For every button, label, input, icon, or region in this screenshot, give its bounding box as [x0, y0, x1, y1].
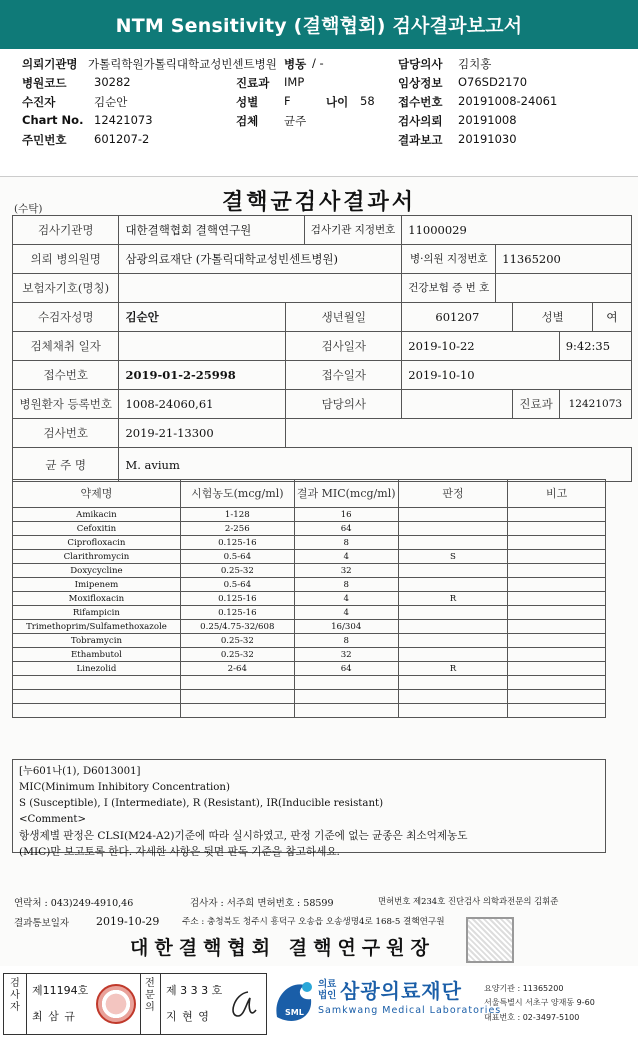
drug-sensitivity-table	[12, 479, 606, 718]
requested-label: 검사의뢰	[398, 114, 443, 128]
test-range-cell: 0.5-64	[180, 578, 294, 592]
test-no-label: 검사번호	[13, 419, 119, 448]
footer-contact-row	[14, 895, 624, 909]
patient-value: 김순안	[94, 95, 128, 109]
tester-name: 최 삼 규	[32, 1010, 76, 1023]
consignment-tag: (수탁)	[14, 203, 43, 215]
remark-cell	[508, 648, 606, 662]
test-range-cell: 0.25-32	[180, 564, 294, 578]
note-line: [누601나(1), D6013001]	[19, 766, 141, 777]
mic-result-cell	[294, 704, 398, 718]
registration-value: 1008-24060,61	[119, 390, 286, 419]
drug-name-cell: Clarithromycin	[13, 550, 181, 564]
signature-icon	[226, 988, 262, 1022]
test-range-cell: 0.125-16	[180, 592, 294, 606]
physician-value: 김치홍	[458, 57, 492, 71]
tester-vertical-label: 검사자	[10, 978, 20, 1013]
remark-cell	[508, 508, 606, 522]
svg-text:SML: SML	[285, 1008, 304, 1017]
sheet-title: 결핵균검사결과서	[221, 189, 417, 215]
health-id-value	[496, 274, 632, 303]
test-range-cell: 0.25/4.75-32/608	[180, 620, 294, 634]
interpretation-cell	[398, 634, 508, 648]
brand-prefix: 의료법인	[318, 979, 337, 1001]
report-title: NTM Sensitivity (결핵협회) 검사결과보고서	[0, 0, 638, 49]
drug-table-header	[13, 480, 606, 508]
specimen-value: 균주	[284, 114, 307, 128]
test-date-value: 2019-10-22	[402, 332, 559, 361]
table-row	[13, 592, 606, 606]
table-row	[13, 564, 606, 578]
doctor-label: 담당의사	[286, 390, 402, 419]
issuing-org: 대한결핵협회 결핵연구원장	[130, 937, 435, 959]
table-row	[13, 690, 606, 704]
address: 주소 : 충청북도 청주시 흥덕구 오송읍 오송생명4로 168-5 결핵연구원	[182, 917, 445, 927]
clinical-info-label: 임상정보	[398, 76, 443, 90]
mic-result-cell: 64	[294, 662, 398, 676]
hospital-reg-label: 병·의원 지정번호	[402, 245, 496, 274]
test-range-cell: 0.25-32	[180, 648, 294, 662]
brand-address: 서울특별시 서초구 양재동 9-60	[484, 998, 595, 1007]
age-value: 58	[360, 94, 375, 108]
sex-value-sheet: 여	[592, 303, 631, 332]
patient-info	[22, 56, 622, 151]
drug-name-cell: Moxifloxacin	[13, 592, 181, 606]
mic-result-cell: 16/304	[294, 620, 398, 634]
clinic-label: 진료과	[236, 76, 270, 90]
drug-column-header: 비고	[508, 480, 606, 508]
clinic-value: IMP	[284, 75, 305, 89]
chart-value: 12421073	[94, 113, 153, 127]
note-line: 항생제별 판정은 CLSI(M24-A2)기준에 따라 실시하였고, 판정 기준에 없는 균종은 최소억제농도	[19, 830, 468, 842]
tester-license: 제11194호	[32, 984, 89, 997]
interpretation-cell: R	[398, 662, 508, 676]
specialist-license: 제 3 3 3 호	[166, 984, 223, 997]
interpretation-cell	[398, 536, 508, 550]
doctor-value	[402, 390, 513, 419]
dept-label: 진료과	[513, 390, 559, 419]
patient-label: 수진자	[22, 95, 56, 109]
clinical-info-value: O76SD2170	[458, 75, 528, 89]
name-value: 김순안	[119, 303, 286, 332]
age-label: 나이	[326, 95, 349, 109]
remark-cell	[508, 522, 606, 536]
report-date-value: 2019-10-29	[96, 915, 160, 928]
remark-cell	[508, 620, 606, 634]
mic-result-cell: 4	[294, 592, 398, 606]
remark-cell	[508, 564, 606, 578]
specialist-name: 지 현 영	[166, 1010, 210, 1023]
table-row	[13, 662, 606, 676]
lab-reg-value: 11000029	[402, 216, 632, 245]
collection-date-label: 검체채취 일자	[13, 332, 119, 361]
sheet-receipt-label: 접수번호	[13, 361, 119, 390]
institution-value: 가톨릭학원가톨릭대학교성빈센트병원	[88, 57, 277, 71]
table-row	[13, 606, 606, 620]
interpretation-cell	[398, 648, 508, 662]
lab-value: 대한결핵협회 결핵연구원	[119, 216, 304, 245]
drug-column-header: 약제명	[13, 480, 181, 508]
interpretation-cell	[398, 676, 508, 690]
requesting-hospital-label: 의뢰 병의원명	[13, 245, 119, 274]
table-row	[13, 578, 606, 592]
tester-info: 검사자 : 서주희 면허번호 : 58599	[190, 898, 334, 909]
note-line: <Comment>	[19, 814, 87, 825]
remark-cell	[508, 634, 606, 648]
mic-result-cell: 4	[294, 550, 398, 564]
remark-cell	[508, 578, 606, 592]
brand-phone: 대표번호 : 02-3497-5100	[484, 1013, 580, 1022]
test-no-value: 2019-21-13300	[119, 419, 286, 448]
strain-label: 균 주 명	[13, 448, 119, 482]
remark-cell	[508, 592, 606, 606]
institution-label: 의뢰기관명	[22, 57, 78, 71]
table-row	[13, 550, 606, 564]
strain-value: M. avium	[119, 448, 632, 482]
lab-label: 검사기관명	[13, 216, 119, 245]
remark-cell	[508, 690, 606, 704]
footer-date-row	[14, 915, 624, 929]
dept-value: 12421073	[559, 390, 631, 419]
table-row	[13, 620, 606, 634]
test-range-cell: 2-256	[180, 522, 294, 536]
mic-result-cell: 8	[294, 536, 398, 550]
brand-english-name: Samkwang Medical Laboratories	[318, 1005, 502, 1016]
table-row	[13, 704, 606, 718]
institution-code: 요양기관 : 11365200	[484, 984, 564, 993]
remark-cell	[508, 662, 606, 676]
drug-name-cell	[13, 704, 181, 718]
interpretation-cell	[398, 564, 508, 578]
test-date-label: 검사일자	[286, 332, 402, 361]
interpretation-cell	[398, 522, 508, 536]
note-line: (MIC)만 보고토록 한다. 자세한 사항은 뒷면 판독 기준을 참고하세요.	[19, 846, 340, 858]
table-row	[13, 536, 606, 550]
drug-name-cell	[13, 676, 181, 690]
interpretation-cell: R	[398, 592, 508, 606]
drug-name-cell	[13, 690, 181, 704]
drug-name-cell: Amikacin	[13, 508, 181, 522]
interpretation-cell: S	[398, 550, 508, 564]
mic-result-cell: 32	[294, 564, 398, 578]
mic-result-cell: 4	[294, 606, 398, 620]
test-range-cell	[180, 690, 294, 704]
mic-result-cell: 32	[294, 648, 398, 662]
drug-column-header: 시험농도(mcg/ml)	[180, 480, 294, 508]
receipt-label: 접수번호	[398, 95, 443, 109]
brand-name: 삼광의료재단	[340, 979, 462, 1003]
sex-label-sheet: 성별	[513, 303, 593, 332]
name-label: 수검자성명	[13, 303, 119, 332]
reported-label: 결과보고	[398, 133, 443, 147]
id-label: 주민번호	[22, 133, 67, 147]
requesting-hospital-value: 삼광의료재단 (가톨릭대학교성빈센트병원)	[119, 245, 402, 274]
table-row	[13, 508, 606, 522]
contact: 연락처 : 043)249-4910,46	[14, 898, 134, 909]
receipt-date-value: 2019-10-10	[402, 361, 632, 390]
interpretation-notes	[12, 759, 606, 858]
sex-label: 성별	[236, 95, 259, 109]
chart-label: Chart No.	[22, 113, 84, 127]
id-value: 601207-2	[94, 132, 150, 146]
drug-name-cell: Trimethoprim/Sulfamethoxazole	[13, 620, 181, 634]
remark-cell	[508, 550, 606, 564]
report-date-label: 결과통보일자	[14, 918, 70, 929]
interpretation-cell	[398, 690, 508, 704]
receipt-value: 20191008-24061	[458, 94, 558, 108]
hospital-reg-value: 11365200	[496, 245, 632, 274]
interpretation-cell	[398, 620, 508, 634]
sml-logo-icon	[271, 977, 317, 1029]
test-range-cell: 0.125-16	[180, 536, 294, 550]
drug-name-cell: Cefoxitin	[13, 522, 181, 536]
mic-result-cell: 16	[294, 508, 398, 522]
drug-name-cell: Doxycycline	[13, 564, 181, 578]
drug-name-cell: Tobramycin	[13, 634, 181, 648]
interpretation-cell	[398, 578, 508, 592]
ward-label: 병동	[284, 57, 307, 71]
table-row	[13, 676, 606, 690]
mic-result-cell: 8	[294, 634, 398, 648]
drug-name-cell: Imipenem	[13, 578, 181, 592]
drug-name-cell: Linezolid	[13, 662, 181, 676]
registration-label: 병원환자 등록번호	[13, 390, 119, 419]
specialist-vertical-label: 전문의	[145, 978, 155, 1013]
test-range-cell	[180, 704, 294, 718]
note-line: MIC(Minimum Inhibitory Concentration)	[19, 782, 230, 793]
license-info: 면허번호 제234호 진단검사 의학과전문의 김휘준	[378, 896, 559, 906]
drug-column-header: 결과 MIC(mcg/ml)	[294, 480, 398, 508]
specimen-label: 검체	[236, 114, 259, 128]
note-line: S (Susceptible), I (Intermediate), R (Resistant), IR(Inducible resistant)	[19, 798, 384, 809]
receipt-date-label: 접수일자	[286, 361, 402, 390]
collection-date-value	[119, 332, 286, 361]
physician-label: 담당의사	[398, 57, 443, 71]
ward-value: / -	[312, 56, 324, 70]
signature-box	[3, 973, 267, 1035]
mic-result-cell	[294, 676, 398, 690]
test-range-cell: 0.5-64	[180, 550, 294, 564]
remark-cell	[508, 606, 606, 620]
interpretation-cell	[398, 606, 508, 620]
health-id-label: 건강보험 증 번 호	[402, 274, 496, 303]
interpretation-cell	[398, 704, 508, 718]
lab-reg-label: 검사기관 지정번호	[304, 216, 401, 245]
test-range-cell	[180, 676, 294, 690]
mic-result-cell	[294, 690, 398, 704]
test-range-cell: 1-128	[180, 508, 294, 522]
dob-label: 생년월일	[286, 303, 402, 332]
table-row	[13, 634, 606, 648]
hospital-code-label: 병원코드	[22, 76, 67, 90]
personal-seal	[96, 984, 136, 1024]
sheet-receipt-value: 2019-01-2-25998	[119, 361, 286, 390]
remark-cell	[508, 676, 606, 690]
drug-name-cell: Rifampicin	[13, 606, 181, 620]
insurance-value	[119, 274, 402, 303]
scanned-result-sheet	[0, 176, 638, 966]
patient-detail-table	[12, 215, 632, 482]
remark-cell	[508, 704, 606, 718]
reported-value: 20191030	[458, 132, 517, 146]
test-range-cell: 0.25-32	[180, 634, 294, 648]
test-time-value: 9:42:35	[559, 332, 631, 361]
mic-result-cell: 8	[294, 578, 398, 592]
sex-value: F	[284, 94, 291, 108]
table-row	[13, 522, 606, 536]
remark-cell	[508, 536, 606, 550]
hospital-code-value: 30282	[94, 75, 131, 89]
mic-result-cell: 64	[294, 522, 398, 536]
interpretation-cell	[398, 508, 508, 522]
table-row	[13, 648, 606, 662]
drug-column-header: 판정	[398, 480, 508, 508]
insurance-label: 보험자기호(명칭)	[13, 274, 119, 303]
dob-value: 601207	[402, 303, 513, 332]
official-stamp	[466, 917, 514, 963]
drug-name-cell: Ethambutol	[13, 648, 181, 662]
drug-name-cell: Ciprofloxacin	[13, 536, 181, 550]
test-range-cell: 2-64	[180, 662, 294, 676]
requested-value: 20191008	[458, 113, 517, 127]
test-range-cell: 0.125-16	[180, 606, 294, 620]
